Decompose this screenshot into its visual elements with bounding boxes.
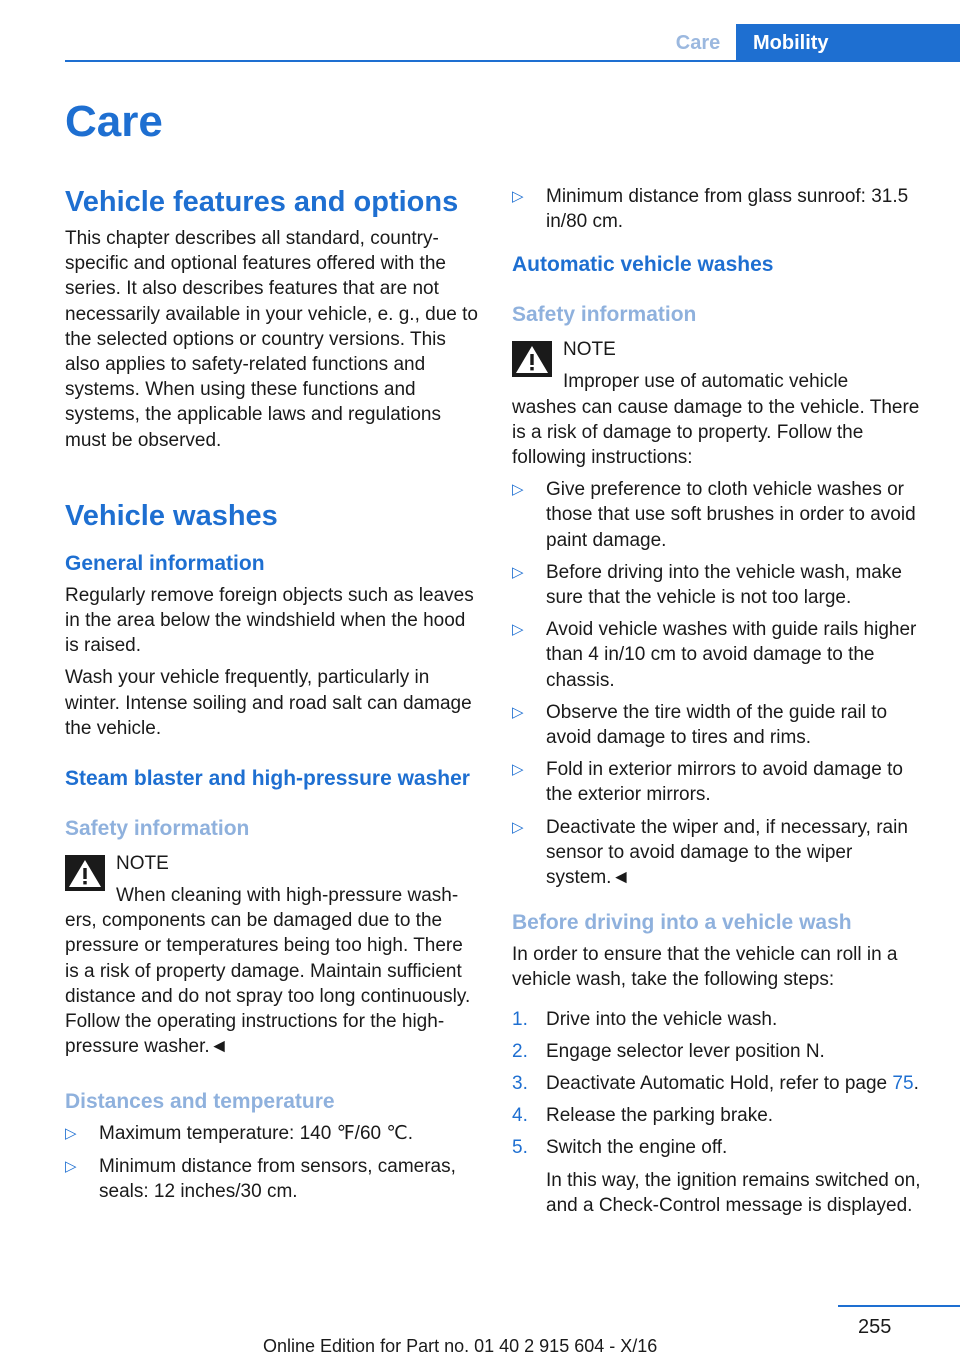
step-number: 2. (512, 1040, 528, 1062)
heading-before-driving: Before driving into a vehicle wash (512, 911, 852, 935)
step-number: 3. (512, 1073, 528, 1095)
edition-label: Online Edition for Part no. 01 40 2 915 604 - X/16 (263, 1336, 658, 1356)
paragraph-before-driving: In order to ensure that the vehicle can roll in a vehicle wash, take the following steps: (512, 944, 898, 991)
list-item: ▷ Minimum distance from glass sunroof: 31.5 in/80 cm. (512, 186, 909, 233)
paragraph-general-2: Wash your vehicle frequently, particularly in winter. Intense soiling and road salt can damage the vehicle. (65, 667, 472, 739)
page-link[interactable]: 75 (892, 1073, 914, 1095)
list-item: 5. Switch the engine off. In this way, the ignition remains switched on, and a Check-Control message is displayed. (512, 1135, 932, 1218)
list-item: ▷ Maximum temperature: 140 ℉/60 ℃. (65, 1121, 480, 1146)
list-distances (65, 1121, 480, 1204)
tab-mobility[interactable]: Mobility (736, 24, 960, 62)
list-item: ▷ Fold in exterior mirrors to avoid damage to the exterior mirrors. (512, 759, 903, 806)
warning-icon (512, 341, 552, 377)
triangle-bullet-icon: ▷ (512, 761, 524, 779)
paragraph-features: This chapter describes all standard, country-specific and optional features offered with the series. It also describes features that are not necessarily available in your vehicle, e. g., due to the selected options or country versions. This also applies to safety-related functions and systems. When using these functions and systems, the applicable laws and regulations must be observed. (65, 228, 478, 451)
tab-care[interactable]: Care (675, 32, 721, 54)
list-item: 2. Engage selector lever position N. (512, 1039, 932, 1064)
triangle-bullet-icon: ▷ (512, 703, 524, 721)
note-first-line-left: When cleaning with high-pressure wash- (116, 885, 459, 907)
list-item: ▷ Observe the tire width of the guide rail to avoid damage to tires and rims. (512, 701, 888, 749)
list-wash-instructions (512, 477, 932, 890)
triangle-bullet-icon: ▷ (512, 621, 524, 639)
note-first-line-right: Improper use of automatic vehicle (563, 371, 849, 393)
step-number: 5. (512, 1137, 528, 1159)
note-high-pressure (65, 851, 480, 1059)
warning-icon (65, 855, 105, 891)
paragraph-general-1: Regularly remove foreign objects such as leaves in the area below the windshield when the hood is raised. (65, 584, 474, 657)
chapter-title: Care (65, 97, 163, 146)
heading-safety-information-left: Safety information (65, 817, 250, 841)
triangle-bullet-icon: ▷ (512, 818, 524, 836)
footer-rule (838, 1305, 960, 1307)
list-sunroof (512, 184, 932, 234)
heading-vehicle-washes: Vehicle washes (65, 499, 278, 532)
list-item: ▷ Avoid vehicle washes with guide rails higher than 4 in/10 cm to avoid damage to the chassis. (512, 619, 917, 691)
note-automatic-washes (512, 337, 932, 470)
page-header (0, 24, 960, 62)
left-column (65, 184, 480, 1211)
list-item: ▷ Give preference to cloth vehicle washes or those that use soft brushes in order to avoid paint damage. (512, 479, 916, 551)
header-rule (65, 60, 960, 62)
heading-automatic-washes: Automatic vehicle washes (512, 253, 774, 277)
list-item: ▷ Before driving into the vehicle wash, make sure that the vehicle is not too large. (512, 561, 902, 609)
note-body-left: ers, components can be damaged due to the pressure or temperatures being too high. There is a risk of property damage. Maintain sufficient distance and do not spray too long continuously. Follow the operating instructions for the high-pressure washer.◄ (65, 910, 471, 1058)
list-steps (512, 1007, 932, 1218)
triangle-bullet-icon: ▷ (65, 1157, 77, 1175)
step-number: 4. (512, 1105, 528, 1127)
right-column (512, 184, 932, 1225)
triangle-bullet-icon: ▷ (65, 1125, 77, 1143)
list-item: 3. Deactivate Automatic Hold, refer to page 75. (512, 1071, 932, 1096)
triangle-bullet-icon: ▷ (512, 481, 524, 499)
heading-general-information: General information (65, 551, 265, 575)
step-note: In this way, the ignition remains switched on, and a Check-Control message is displayed. (546, 1169, 921, 1216)
list-item: 4. Release the parking brake. (512, 1103, 932, 1128)
heading-steam-blaster: Steam blaster and high-pressure washer (65, 767, 470, 791)
note-body-right: washes can cause damage to the vehicle. There is a risk of damage to property. Follow the following instructions: (512, 396, 920, 469)
list-item: ▷ Minimum distance from sensors, cameras, seals: 12 inches/30 cm. (65, 1155, 456, 1202)
triangle-bullet-icon: ▷ (512, 188, 524, 205)
page-number: 255 (858, 1316, 892, 1338)
list-item: ▷ Deactivate the wiper and, if necessary, rain sensor to avoid damage to the wiper system.◄ (512, 816, 908, 889)
heading-features: Vehicle features and options (65, 186, 459, 218)
list-item: 1. Drive into the vehicle wash. (512, 1007, 932, 1032)
note-label-left: NOTE (116, 853, 169, 875)
step-number: 1. (512, 1008, 528, 1030)
triangle-bullet-icon: ▷ (512, 563, 524, 581)
note-label-right: NOTE (563, 339, 616, 361)
heading-safety-information-right: Safety information (512, 303, 697, 327)
heading-distances-temperature: Distances and temperature (65, 1090, 335, 1114)
